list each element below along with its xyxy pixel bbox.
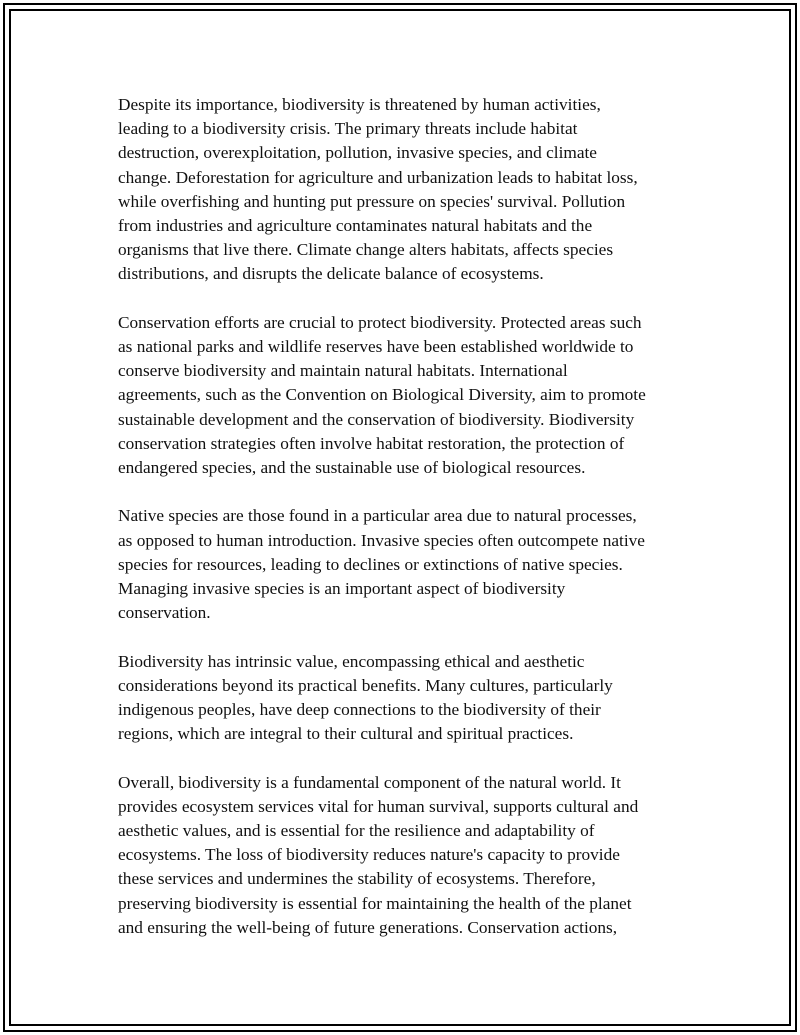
paragraph-intrinsic-value: Biodiversity has intrinsic value, encompassing ethical and aesthetic considerations beyond its practical benefits. Many cultures, particularly indigenous peoples, have deep connections to the biodiversity of their regions, which are integral to their cultural and spiritual practices.	[118, 651, 613, 744]
paragraph-conservation: Conservation efforts are crucial to protect biodiversity. Protected areas such as national parks and wildlife reserves have been established worldwide to conserve biodiversity and maintain natural habitats. International agreements, such as the Convention on Biological Diversity, aim to promote sustainable development and the conservation of biodiversity. Biodiversity conservation strategies often involve habitat restoration, the protection of endangered species, and the sustainable use of biological resources.	[118, 312, 646, 478]
paragraph-native-species: Native species are those found in a particular area due to natural processes, as opposed to human introduction. Invasive species often outcompete native species for resources, leading to declines or extinctions of native species. Managing invasive species is an important aspect of biodiversity conservation.	[118, 506, 645, 623]
paragraph-threats: Despite its importance, biodiversity is threatened by human activities, leading to a biodiversity crisis. The primary threats include habitat destruction, overexploitation, pollution, invasive species, and climate change. Deforestation for agriculture and urbanization leads to habitat loss, while overfishing and hunting put pressure on species' survival. Pollution from industries and agriculture contaminates natural habitats and the organisms that live there. Climate change alters habitats, affects species distributions, and disrupts the delicate balance of ecosystems.	[118, 95, 638, 284]
document-body	[118, 93, 688, 964]
paragraph-overall: Overall, biodiversity is a fundamental component of the natural world. It provides ecosystem services vital for human survival, supports cultural and aesthetic values, and is essential for the resilience and adaptability of ecosystems. The loss of biodiversity reduces nature's capacity to provide these services and undermines the stability of ecosystems. Therefore, preserving biodiversity is essential for maintaining the health of the planet and ensuring the well-being of future generations. Conservation actions,	[118, 772, 639, 937]
